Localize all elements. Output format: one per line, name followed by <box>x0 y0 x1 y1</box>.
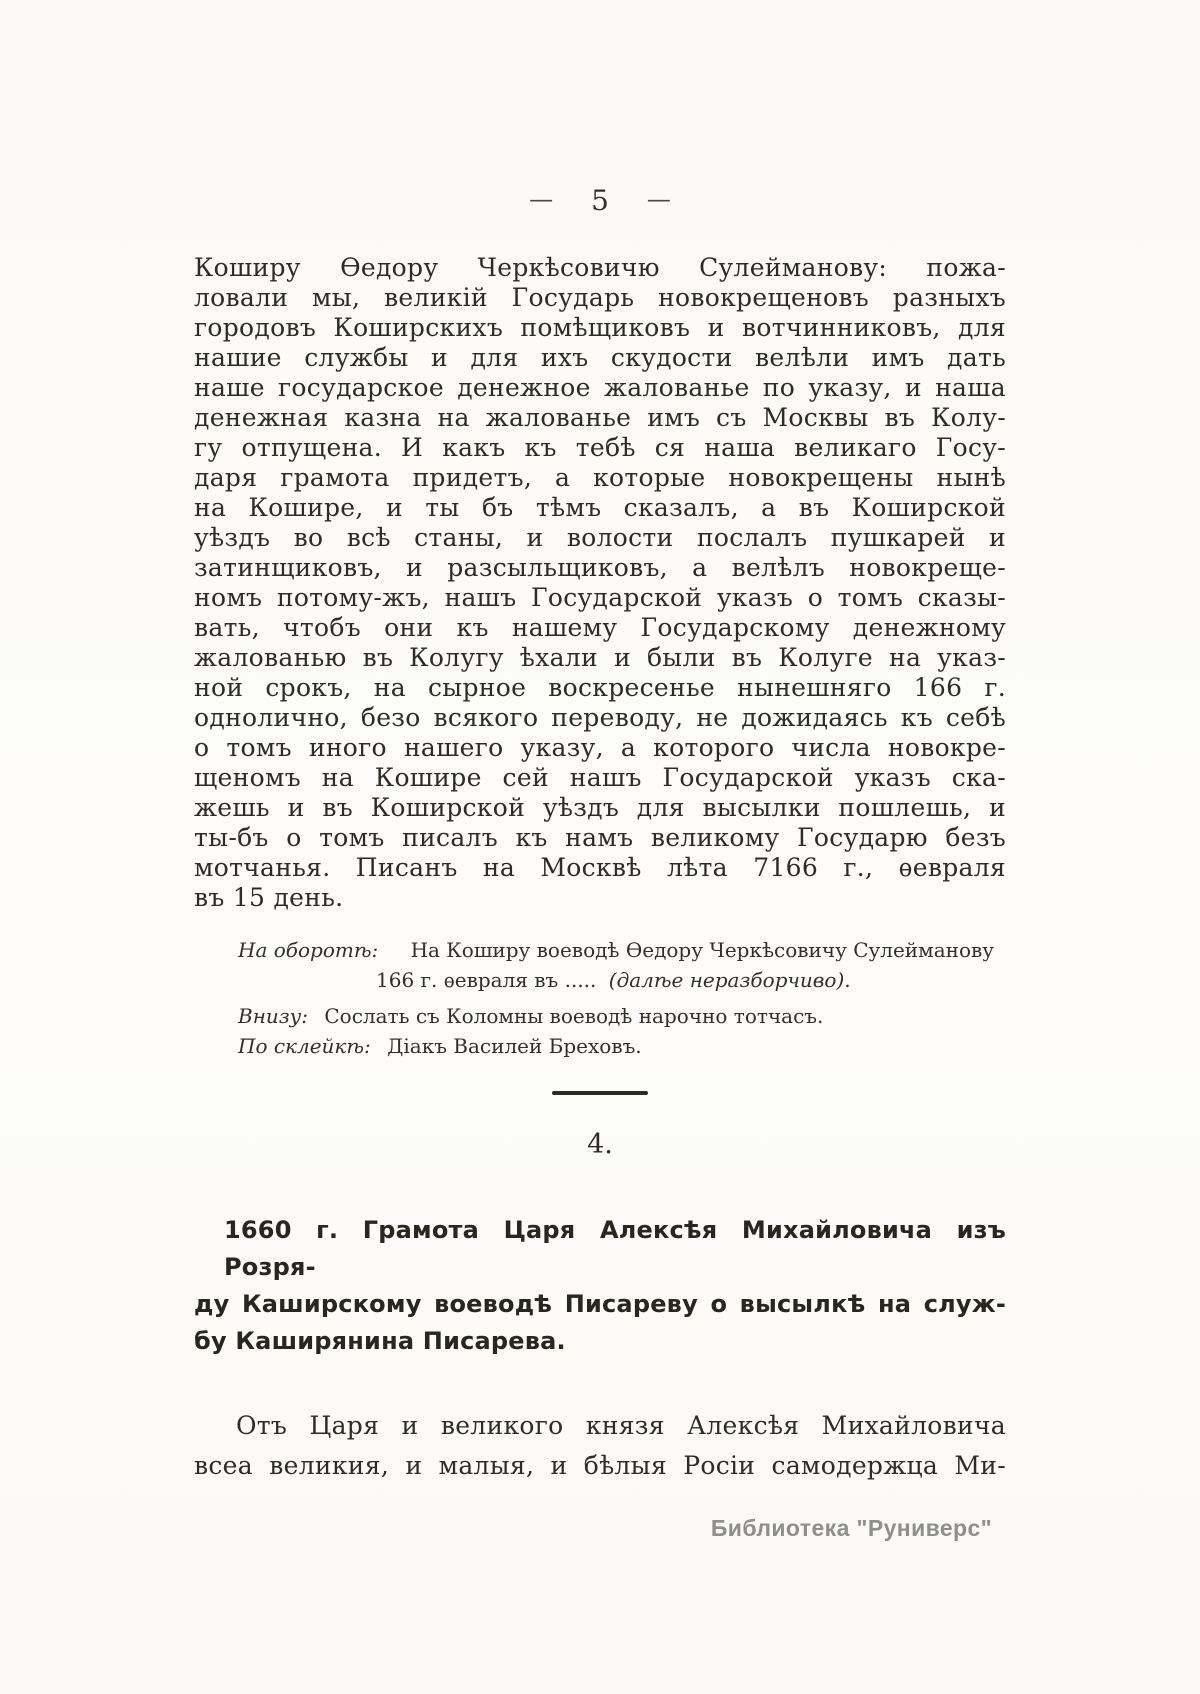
text-line: всеа великия, и малыя, и бѣлыя Росіи самодержца Ми- <box>194 1451 1006 1480</box>
text-line: ты-бъ о томъ писалъ къ намъ великому Государю безъ <box>194 823 1006 852</box>
annotation-reverse-side-continued <box>194 965 1006 995</box>
text-line: Отъ Царя и великого князя Алексѣя Михайловича <box>236 1411 1006 1440</box>
page-number-value: 5 <box>591 184 609 217</box>
section-number: 4. <box>587 1129 613 1160</box>
text-line: бу Каширянина Писарева. <box>194 1327 566 1355</box>
annotation-label: Внизу: <box>238 1004 308 1028</box>
annotation-illegible-note: (далѣе неразборчиво). <box>608 968 851 992</box>
text-line: жалованью въ Колугу ѣхали и были въ Колуге на указ- <box>194 643 1006 672</box>
page-number-dash-left: — <box>529 184 554 213</box>
charter-1660-body-text <box>194 1406 1006 1486</box>
text-line: ду Каширскому воеводѣ Писареву о высылкѣ на служ- <box>194 1290 1006 1318</box>
text-line: въ 15 день. <box>194 883 344 912</box>
text-line: ной срокъ, на сырное воскресенье нынешняго 166 г. <box>194 673 1006 702</box>
annotation-text: 166 г. ѳевраля въ ..... <box>376 968 597 992</box>
text-line: Коширу Ѳедору Черкѣсовичю Сулейманову: пожа- <box>194 253 1006 282</box>
text-line: затинщиковъ, и разсыльщиковъ, а велѣлъ новокреще- <box>194 553 1006 582</box>
text-line: денежная казна на жалованье имъ съ Москвы въ Колу- <box>194 403 1006 432</box>
annotation-text: Сослать съ Коломны воеводѣ нарочно тотчасъ. <box>324 1004 824 1028</box>
text-line: жешь и въ Коширской уѣздъ для высылки пошлешь, и <box>194 793 1006 822</box>
page-number-dash-right: — <box>646 184 671 213</box>
text-line: однолично, безо всякого переводу, не дожидаясь къ себѣ <box>194 703 1006 732</box>
section-heading <box>194 1212 1006 1360</box>
text-line: на Кошире, и ты бъ тѣмъ сказалъ, а въ Коширской <box>194 493 1006 522</box>
annotation-reverse-side <box>194 935 1006 965</box>
text-line: вать, чтобъ они къ нашему Государскому денежному <box>194 613 1006 642</box>
watermark: Библиотека "Руниверс" <box>710 1515 992 1541</box>
annotation-bottom <box>194 1001 1006 1031</box>
text-line: уѣздъ во всѣ станы, и волости послалъ пушкарей и <box>194 523 1006 552</box>
annotation-text: На Коширу воеводѣ Ѳедору Черкѣсовичу Сулейманову <box>410 938 995 962</box>
text-line: наше государское денежное жалованье по указу, и наша <box>194 373 1006 402</box>
charter-annotations <box>194 935 1006 1061</box>
text-line: мотчанья. Писанъ на Москвѣ лѣта 7166 г., ѳевраля <box>194 853 1006 882</box>
text-line: гу отпущена. И какъ къ тебѣ ся наша великаго Госу- <box>194 433 1006 462</box>
annotation-glue-joint <box>194 1031 1006 1061</box>
section-divider <box>552 1091 648 1095</box>
text-line: 1660 г. Грамота Царя Алексѣя Михайловича изъ Розря- <box>224 1216 1006 1281</box>
page-number <box>0 0 1200 217</box>
annotation-label: На оборотѣ: <box>238 938 379 962</box>
text-line: городовъ Коширскихъ помѣщиковъ и вотчинниковъ, для <box>194 313 1006 342</box>
text-line: нашие службы и для ихъ скудости велѣли имъ дать <box>194 343 1006 372</box>
charter-body-text <box>194 253 1006 913</box>
text-line: ловали мы, великій Государь новокрещеновъ разныхъ <box>194 283 1006 312</box>
text-line: щеномъ на Кошире сей нашъ Государской указъ ска- <box>194 763 1006 792</box>
text-line: даря грамота придетъ, а которые новокрещены нынѣ <box>194 463 1006 492</box>
annotation-text: Діакъ Василей Бреховъ. <box>387 1034 642 1058</box>
text-line: номъ потому-жъ, нашъ Государской указъ о томъ сказы- <box>194 583 1006 612</box>
annotation-label: По склейкѣ: <box>238 1034 371 1058</box>
text-line: о томъ иного нашего указу, а которого числа новокре- <box>194 733 1006 762</box>
